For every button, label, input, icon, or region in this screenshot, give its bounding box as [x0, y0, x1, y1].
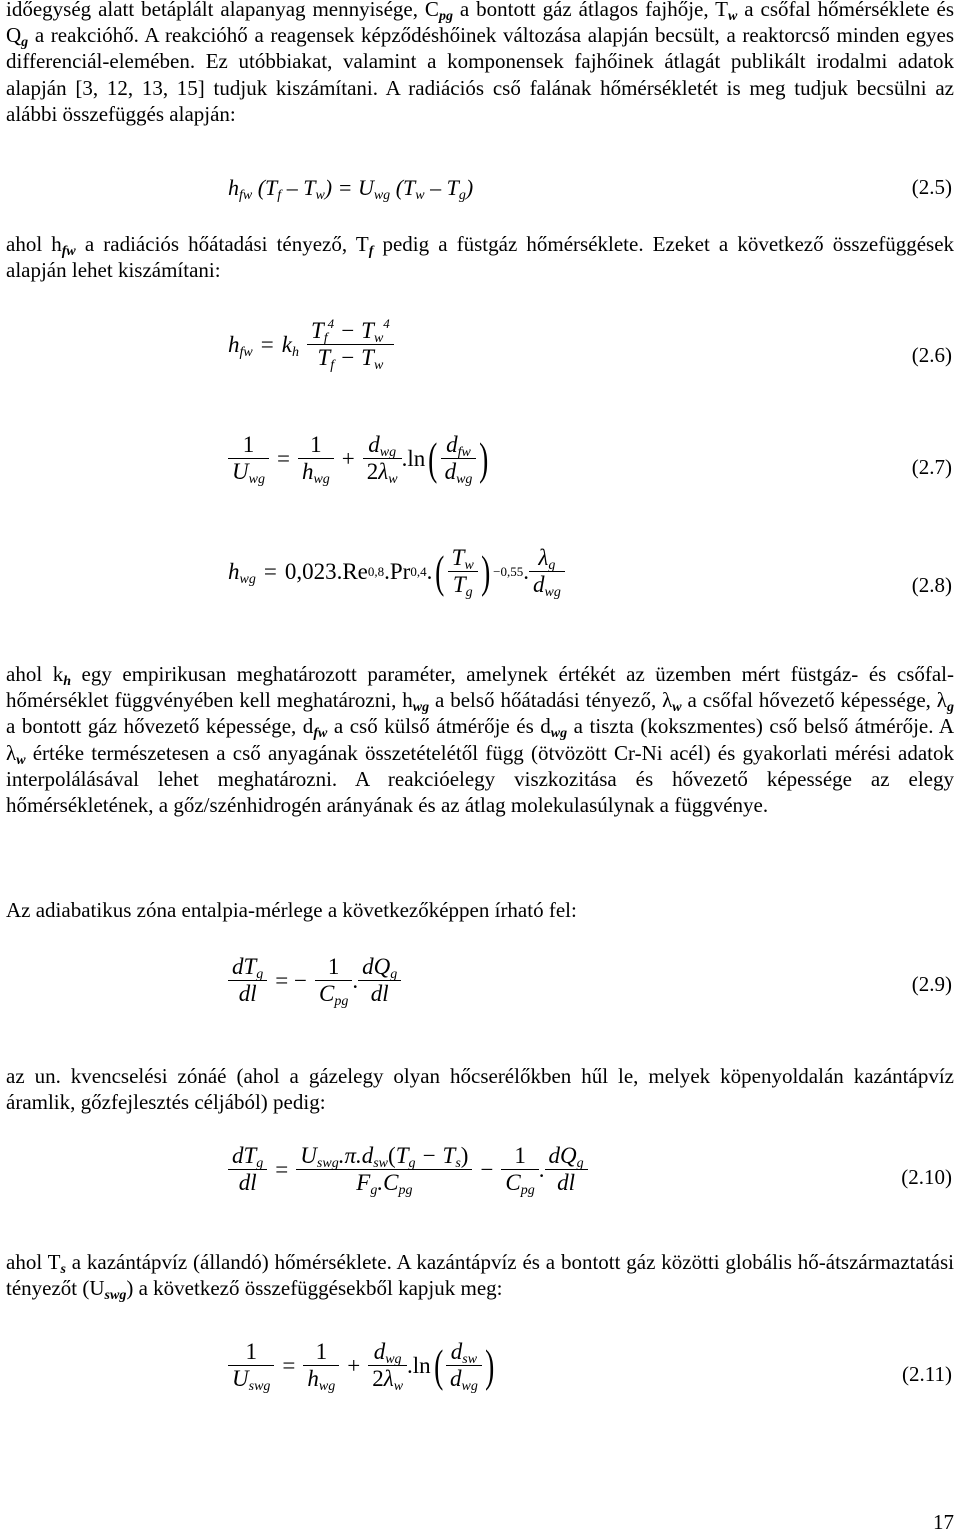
equation-2-7: $\frac{1}{U_{wg}}$ = $\frac{1}{h_{wg}}$ + $\frac{d_{wg}}{2\lambda_w}$ .ln ( $\frac{d_{fw}}{d_{wg}}$ ): [228, 432, 492, 485]
numerator: 1: [245, 1339, 257, 1364]
text: a kazántápvíz (állandó) hőmérséklete. A kazántápvíz és a bontott gáz közötti globális hő-átszármaztatási tényezőt (U: [6, 1250, 955, 1301]
equation-number: (2.7): [911, 455, 952, 479]
equation-2-8: $h_{wg}$ = 0,023.Re 0,8 .Pr 0,4 . ( $\frac{T_w}{T_g}$ ) −0,55 . $\frac{\lambda_g}{d_{wg}}$: [228, 545, 565, 598]
paragraph-2: [6, 231, 954, 283]
subscript: h: [63, 674, 71, 689]
equation-number: (2.8): [911, 573, 952, 597]
text: ) a következő összefüggésekből kapjuk meg:: [126, 1276, 503, 1301]
paragraph-5: [6, 1063, 954, 1115]
subscript: wg: [550, 726, 568, 742]
equation-2-5: $h_{fw}$ $(T_f - T_w) = U_{wg}$ $(T_w - T_g)$: [228, 175, 474, 203]
prandtl: .Pr: [384, 558, 411, 584]
page-number: 17: [933, 1510, 954, 1534]
subscript: fw: [313, 726, 328, 742]
paragraph-4: [6, 897, 954, 923]
ln: .ln: [401, 445, 426, 471]
equation-number: (2.10): [901, 1165, 952, 1189]
text: a csőfal hővezető képessége, λ: [681, 688, 947, 713]
text: egy empirikusan meghatározott paraméter, amelynek értékét az üzemben mért füstgáz- és csőfal-hőmérséklet függvényében kell meghatározni, h: [6, 662, 954, 713]
text: a csőfal hőmérséklete és Q: [6, 0, 955, 48]
subscript: wg: [412, 700, 430, 716]
equation-number: (2.6): [911, 343, 952, 367]
constant: 0,023.Re: [284, 558, 368, 584]
text: a cső külső átmérője és d: [327, 714, 551, 739]
numerator: 1: [514, 1143, 526, 1168]
text: a belső hőátadási tényező, λ: [429, 688, 673, 713]
equation-2-10: $\frac{dT_g}{dl}$ = $\frac{U_{swg}.\pi.d_{sw}(T_g - T_s)}{F_g.C_{pg}}$ − $\frac{1}{C_{pg}}$ . $\frac{dQ_g}{dl}$: [228, 1143, 588, 1196]
text: időegység alatt betáplált alapanyag mennyisége, C: [6, 0, 439, 21]
subscript: g: [947, 700, 954, 716]
paragraph-3: [6, 661, 954, 818]
numerator: 1: [315, 1339, 328, 1364]
text: a bontott gáz átlagos fajhője, T: [452, 0, 729, 21]
numerator: 1: [327, 954, 340, 979]
equation-number: (2.11): [902, 1362, 952, 1386]
text: ahol h: [6, 232, 62, 256]
numerator: 1: [242, 432, 255, 457]
text: a tiszta (kokszmentes) cső belső átmérője. A λ: [6, 714, 955, 765]
subscript: s: [60, 1262, 66, 1277]
subscript: w: [16, 752, 26, 768]
subscript: swg: [104, 1288, 127, 1304]
ln: .ln: [407, 1352, 431, 1378]
equation-2-11: $\frac{1}{U_{swg}}$ = $\frac{1}{h_{wg}}$ + $\frac{d_{wg}}{2\lambda_w}$ .ln ( $\frac{d_{sw}}{d_{wg}}$ ): [228, 1339, 497, 1392]
text: értéke természetesen a cső anyagának összetételétől függ (ötvözött Cr-Ni acél) és gyakorlati mérési adatok interpolálásával lehet meghatározni. A reakcióelegy viszkozitása és hővezető képessége az elegy hőmérsékletének, a gőz/szénhidrogén arányának és az átlag molekulasúlynak a függvénye.: [6, 740, 954, 818]
text: a radiációs hőátadási tényező, T: [75, 232, 369, 256]
text: a reakcióhő. A reakcióhő a reagensek képződéshőinek változása alapján becsült, a reaktorcső minden egyes differenciál-elemében. Ez utóbbiakat, valamint a komponensek fajhőinek átlagát publikált irodalmi adatok alapján [3, 12, 13, 15] tudjuk kiszámítani. A radiációs cső falának hőmérsékletét is meg tudjuk becsülni az alábbi összefüggés alapján:: [6, 23, 954, 126]
subscript: w: [728, 9, 738, 24]
subscript: f: [368, 244, 374, 259]
subscript: pg: [438, 9, 453, 24]
paragraph-6: [6, 1249, 955, 1304]
text: a bontott gáz hővezető képessége, d: [6, 714, 314, 739]
subscript: w: [672, 700, 682, 716]
text: ahol T: [6, 1250, 61, 1274]
numerator: 1: [310, 432, 322, 457]
text: Az adiabatikus zóna entalpia-mérlege a következőképpen írható fel:: [6, 898, 577, 922]
equation-number: (2.9): [911, 972, 952, 996]
subscript: fw: [61, 244, 76, 259]
text: ahol k: [6, 662, 64, 686]
equation-number: (2.5): [911, 175, 952, 199]
text: pedig a füstgáz hőmérséklete. Ezeket a következő összefüggések alapján lehet kiszámítani:: [6, 232, 955, 283]
equation-2-9: $\frac{dT_g}{dl}$ = − $\frac{1}{C_{pg}}$ . $\frac{dQ_g}{dl}$: [228, 954, 401, 1007]
subscript: g: [21, 35, 29, 51]
text: az un. kvencselési zónáé (ahol a gázelegy olyan hőcserélőkben hűl le, melyek köpenyoldalán kazántápvíz áramlik, gőzfejlesztés céljából) pedig:: [6, 1064, 954, 1115]
paragraph-1: [6, 0, 954, 127]
equation-2-6: $h_{fw}$ = $k_h$ $\frac{T_f^4 - T_w^4}{T_f - T_w}$: [228, 318, 394, 371]
